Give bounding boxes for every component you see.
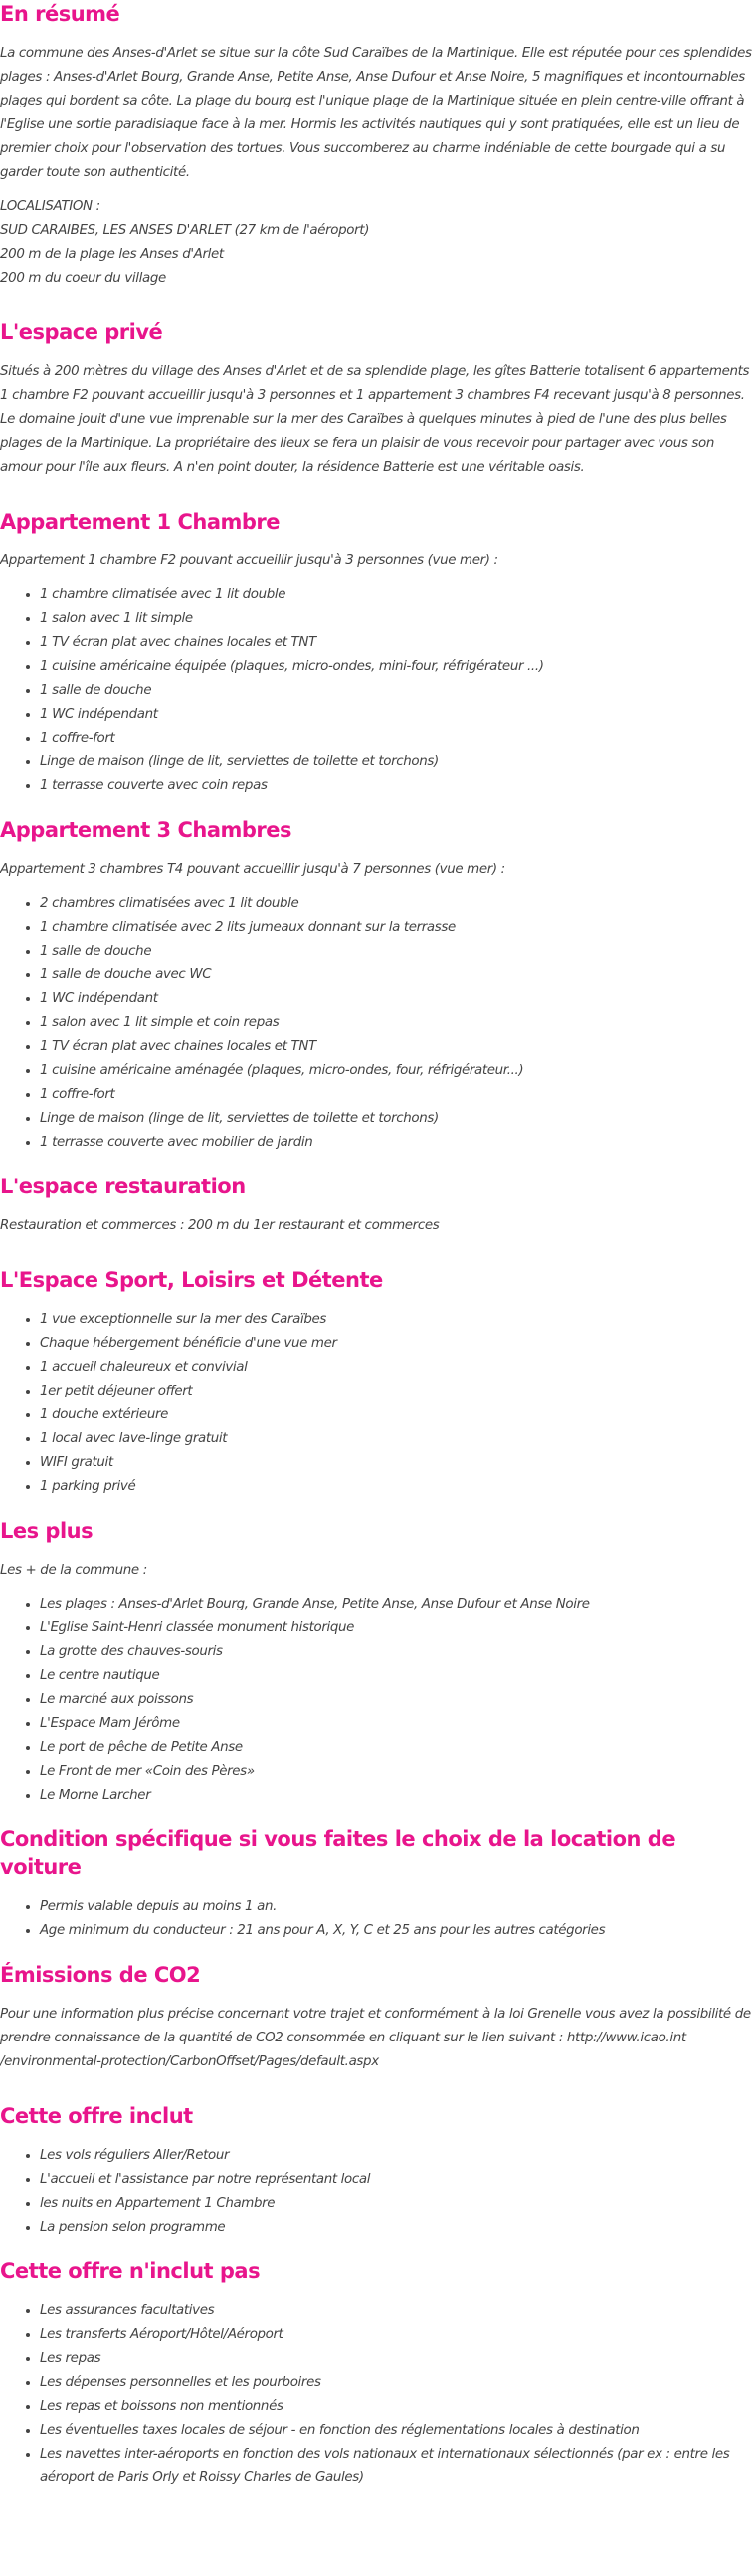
inclut-title: Cette offre inclut	[0, 2104, 193, 2128]
list-item: • Le centre nautique	[40, 1664, 754, 1688]
list-item: • 1 salon avec 1 lit simple	[40, 607, 754, 631]
location-line: SUD CARAIBES, LES ANSES D'ARLET (27 km de l'aéroport)	[0, 223, 370, 238]
resume-title: En résumé	[0, 2, 120, 26]
list-item: • 1 accueil chaleureux et convivial	[40, 1356, 754, 1380]
list-item: • 1 coffre-fort	[40, 1083, 754, 1107]
resume-section	[0, 0, 754, 291]
list-item: • L'Eglise Saint-Henri classée monument historique	[40, 1616, 754, 1640]
list-item: • 1 TV écran plat avec chaines locales et TNT	[40, 1035, 754, 1059]
appartement-1-title: Appartement 1 Chambre	[0, 510, 281, 534]
list-item: • 1 terrasse couverte avec coin repas	[40, 774, 754, 798]
list-item: • Les plages : Anses-d'Arlet Bourg, Grande Anse, Petite Anse, Anse Dufour et Anse Noire	[40, 1593, 754, 1616]
voiture-list	[0, 1895, 754, 1943]
list-item: • 1 WC indépendant	[40, 703, 754, 727]
voiture-section	[0, 1825, 754, 1943]
espace-prive-section	[0, 319, 754, 480]
inclut-list	[0, 2144, 754, 2240]
appartement-1-intro: Appartement 1 chambre F2 pouvant accueillir jusqu'à 3 personnes (vue mer) :	[0, 553, 498, 568]
list-item: • 1 coffre-fort	[40, 727, 754, 751]
list-item: • Linge de maison (linge de lit, serviettes de toilette et torchons)	[40, 751, 754, 774]
restauration-paragraph: Restauration et commerces : 200 m du 1er restaurant et commerces	[0, 1218, 440, 1233]
sport-list	[0, 1308, 754, 1499]
restauration-title: L'espace restauration	[0, 1175, 246, 1198]
list-item: • les nuits en Appartement 1 Chambre	[40, 2192, 754, 2216]
list-item: • Les vols réguliers Aller/Retour	[40, 2144, 754, 2168]
list-item: • 1 terrasse couverte avec mobilier de jardin	[40, 1131, 754, 1155]
appartement-3-list	[0, 892, 754, 1155]
list-item: • 1 douche extérieure	[40, 1403, 754, 1427]
co2-paragraph: Pour une information plus précise concernant votre trajet et conformément à la loi Grenelle vous avez la possibilité de prendre connaissance de la quantité de CO2 consommée en cliquant sur le lien suivant : http://www.icao.int /environmental-protection/CarbonOffset/Pages/default.aspx	[0, 2007, 751, 2069]
appartement-1-section	[0, 508, 754, 798]
les-plus-intro: Les + de la commune :	[0, 1563, 147, 1578]
list-item: • 1 salle de douche avec WC	[40, 964, 754, 987]
list-item: • Les éventuelles taxes locales de séjour - en fonction des réglementations locales à destination	[40, 2419, 754, 2443]
list-item: • 2 chambres climatisées avec 1 lit double	[40, 892, 754, 916]
list-item: • 1 TV écran plat avec chaines locales et TNT	[40, 631, 754, 655]
inclut-section	[0, 2102, 754, 2240]
appartement-3-intro: Appartement 3 chambres T4 pouvant accueillir jusqu'à 7 personnes (vue mer) :	[0, 862, 505, 877]
list-item: • Le Morne Larcher	[40, 1784, 754, 1808]
list-item: • Les assurances facultatives	[40, 2299, 754, 2323]
ninclut-list	[0, 2299, 754, 2490]
list-item: • Les repas	[40, 2347, 754, 2371]
list-item: • La grotte des chauves-souris	[40, 1640, 754, 1664]
list-item: • Permis valable depuis au moins 1 an.	[40, 1895, 754, 1919]
list-item: • 1 WC indépendant	[40, 987, 754, 1011]
list-item: • Le marché aux poissons	[40, 1688, 754, 1712]
location-line: 200 m de la plage les Anses d'Arlet	[0, 247, 224, 262]
location-block	[0, 195, 754, 291]
list-item: • Le Front de mer «Coin des Pères»	[40, 1760, 754, 1784]
list-item: • Linge de maison (linge de lit, serviettes de toilette et torchons)	[40, 1107, 754, 1131]
ninclut-section	[0, 2257, 754, 2490]
les-plus-title: Les plus	[0, 1519, 94, 1543]
list-item: • 1 chambre climatisée avec 1 lit double	[40, 583, 754, 607]
list-item: • L'accueil et l'assistance par notre représentant local	[40, 2168, 754, 2192]
appartement-1-list	[0, 583, 754, 798]
list-item: • Chaque hébergement bénéficie d'une vue mer	[40, 1332, 754, 1356]
list-item: • 1 local avec lave-linge gratuit	[40, 1427, 754, 1451]
list-item: • Le port de pêche de Petite Anse	[40, 1736, 754, 1760]
appartement-3-section	[0, 816, 754, 1155]
les-plus-list	[0, 1593, 754, 1808]
appartement-3-title: Appartement 3 Chambres	[0, 818, 292, 842]
list-item: • 1 salle de douche	[40, 940, 754, 964]
list-item: • 1 cuisine américaine aménagée (plaques, micro-ondes, four, réfrigérateur...)	[40, 1059, 754, 1083]
list-item: • L'Espace Mam Jérôme	[40, 1712, 754, 1736]
co2-section	[0, 1961, 754, 2074]
list-item: • Les dépenses personnelles et les pourboires	[40, 2371, 754, 2395]
voiture-title: Condition spécifique si vous faites le choix de la location de voiture	[0, 1827, 676, 1879]
espace-prive-paragraph: Situés à 200 mètres du village des Anses d'Arlet et de sa splendide plage, les gîtes Batterie totalisent 6 appartements 1 chambre F2 pouvant accueillir jusqu'à 3 personnes et 1 appartement 3 chambres F4 recevant jusqu'à 8 personnes. Le domaine jouit d'une vue imprenable sur la mer des Caraïbes à quelques minutes à pied de l'une des plus belles plages de la Martinique. La propriétaire des lieux se fera un plaisir de vous recevoir pour partager avec vous son amour pour l'île aux fleurs. A n'en point douter, la résidence Batterie est une véritable oasis.	[0, 364, 750, 475]
restauration-section	[0, 1173, 754, 1238]
list-item: • Age minimum du conducteur : 21 ans pour A, X, Y, C et 25 ans pour les autres catégories	[40, 1919, 754, 1943]
list-item: • 1 salon avec 1 lit simple et coin repas	[40, 1011, 754, 1035]
list-item: • 1 salle de douche	[40, 679, 754, 703]
list-item: • 1 chambre climatisée avec 2 lits jumeaux donnant sur la terrasse	[40, 916, 754, 940]
resume-paragraph: La commune des Anses-d'Arlet se situe sur la côte Sud Caraïbes de la Martinique. Elle est réputée pour ces splendides plages : Anses-d'Arlet Bourg, Grande Anse, Petite Anse, Anse Dufour et Anse Noire, 5 magnifiques et incontournables plages qui bordent sa côte. La plage du bourg est l'unique plage de la Martinique située en plein centre-ville offrant à l'Eglise une sortie paradisiaque face à la mer. Hormis les activités nautiques qui y sont pratiquées, elle est un lieu de premier choix pour l'observation des tortues. Vous succomberez au charme indéniable de cette bourgade qui a su garder toute son authenticité.	[0, 46, 752, 180]
co2-title: Émissions de CO2	[0, 1963, 201, 1987]
ninclut-title: Cette offre n'inclut pas	[0, 2259, 261, 2283]
sport-section	[0, 1266, 754, 1499]
list-item: • 1 parking privé	[40, 1475, 754, 1499]
sport-title: L'Espace Sport, Loisirs et Détente	[0, 1268, 383, 1292]
list-item: • 1 vue exceptionnelle sur la mer des Caraïbes	[40, 1308, 754, 1332]
espace-prive-title: L'espace privé	[0, 321, 163, 344]
list-item: • Les navettes inter-aéroports en fonction des vols nationaux et internationaux sélectionnés (par ex : entre les aéroport de Paris Orly et Roissy Charles de Gaules)	[40, 2443, 754, 2490]
list-item: • Les repas et boissons non mentionnés	[40, 2395, 754, 2419]
list-item: • 1er petit déjeuner offert	[40, 1380, 754, 1403]
list-item: • Les transferts Aéroport/Hôtel/Aéroport	[40, 2323, 754, 2347]
list-item: • 1 cuisine américaine équipée (plaques, micro-ondes, mini-four, réfrigérateur ...)	[40, 655, 754, 679]
list-item: • La pension selon programme	[40, 2216, 754, 2240]
location-line: LOCALISATION :	[0, 199, 100, 214]
les-plus-section	[0, 1517, 754, 1808]
list-item: • WIFI gratuit	[40, 1451, 754, 1475]
location-line: 200 m du coeur du village	[0, 271, 166, 286]
